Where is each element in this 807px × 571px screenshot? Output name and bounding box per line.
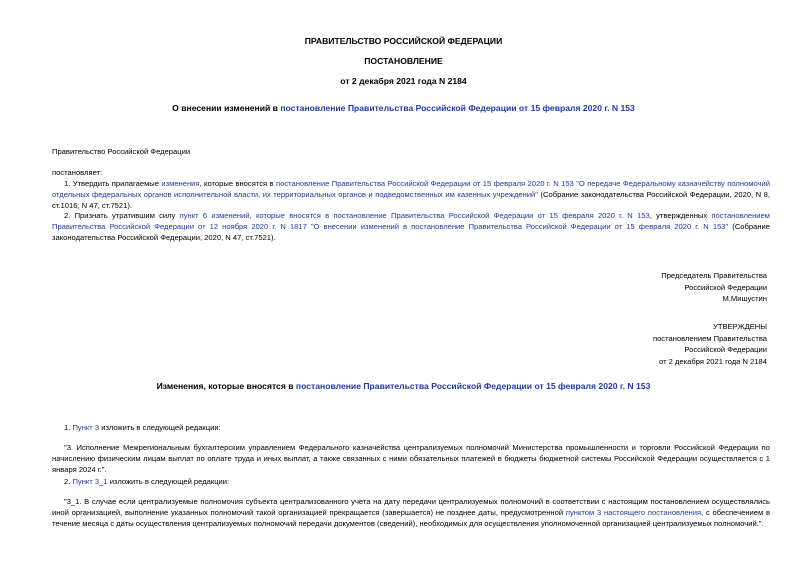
item-2 — [52, 210, 770, 243]
change-1-link-point3[interactable]: Пункт 3 — [72, 423, 100, 432]
header-org: ПРАВИТЕЛЬСТВО РОССИЙСКОЙ ФЕДЕРАЦИИ — [304, 36, 503, 46]
changes-title — [0, 381, 807, 392]
decides-label: постановляет: — [52, 168, 103, 177]
item-1-link-changes[interactable]: изменения — [161, 179, 200, 188]
item-2-text-a: 2. Признать утратившим силу — [64, 211, 180, 220]
approved-line-3: Российской Федерации — [684, 345, 767, 354]
item-1-text-c: (Собрание законодательства Российской Федерации, 2020, N 8, ст.1016; N 47, ст.7521). — [52, 190, 771, 210]
change-1 — [52, 422, 770, 475]
change-2-quote-b: , с обеспечением в течение месяца с даты осуществления централизуемых полномочий передачи документов (сведений), необходимых для осуществления уполномоченной организацией централизуемых полномочий.". — [52, 508, 770, 528]
change-1-number: 1. — [64, 423, 73, 432]
change-2-quote — [52, 496, 770, 529]
signature-line-2: Российской Федерации — [684, 282, 767, 292]
change-2-quote-link[interactable]: пунктом 3 настоящего постановления — [565, 508, 702, 517]
approved-line-4: от 2 декабря 2021 года N 2184 — [659, 356, 767, 366]
changes-title-link[interactable]: постановление Правительства Российской Федерации от 15 февраля 2020 г. N 153 — [295, 381, 651, 391]
item-2-link-resolution-1817[interactable]: постановлением Правительства Российской Федерации от 12 ноября 2020 г. N 1817 "О внесении изменений в постановление Правительства Российской Федерации от 15 февраля 2020 г. N 153" — [52, 211, 770, 231]
document-title — [0, 103, 807, 114]
header-doc-type: ПОСТАНОВЛЕНИЕ — [364, 56, 443, 66]
change-2-quote-a: "3_1. В случае если централизуемые полномочия субъекта централизованного учета на дату передачи централизуемых полномочий в соответствии с настоящим постановлением осуществлялись иной организацией, выполнение указанных полномочий такой организацией прекращается (завершается) не позднее даты, предусмотренной — [52, 497, 770, 517]
change-1-text: изложить в следующей редакции: — [99, 423, 221, 432]
item-1 — [52, 178, 770, 211]
change-2-number: 2. — [64, 477, 73, 486]
change-2 — [52, 476, 770, 529]
signature-line-1: Председатель Правительства — [661, 271, 767, 280]
approved-line-2: постановлением Правительства — [652, 333, 767, 343]
document-title-prefix: О внесении изменений в — [172, 103, 281, 113]
item-1-text-a: 1. Утвердить прилагаемые — [64, 179, 162, 188]
item-1-link-resolution[interactable]: постановление Правительства Российской Федерации от 15 февраля 2020 г. N 153 "О передаче Федеральному казначейству полномочий отдельных федеральных органов исполнительной власти, их территориальных органов и подведомственных им казенных учреждений" — [52, 179, 770, 199]
changes-title-prefix: Изменения, которые вносятся в — [156, 381, 296, 391]
item-2-text-c: (Собрание законодательства Российской Федерации, 2020, N 47, ст.7521). — [52, 222, 770, 242]
change-2-text: изложить в следующей редакции: — [107, 477, 230, 486]
change-1-quote: "3. Исполнение Межрегиональным бухгалтерским управлением Федерального казначейства централизуемых полномочий Министерства промышленности и торговли Российской Федерации по начислению физическим лицам выплат по оплате труда и иных выплат, а также связанных с ними обязательных платежей в бюджеты бюджетной системы Российской Федерации осуществляется с 1 января 2024 г.". — [52, 443, 770, 474]
signature-name: М.Мишустин — [722, 294, 767, 303]
government-label: Правительство Российской Федерации — [52, 147, 191, 156]
document-title-link[interactable]: постановление Правительства Российской Федерации от 15 февраля 2020 г. N 153 — [280, 103, 635, 113]
item-1-text-b: , которые вносятся в — [199, 179, 276, 188]
approved-line-1: УТВЕРЖДЕНЫ — [713, 322, 767, 331]
approved-block — [653, 321, 767, 367]
header-date-number: от 2 декабря 2021 года N 2184 — [340, 76, 467, 86]
item-2-text-b: , утвержденных — [649, 211, 712, 220]
signature-block — [661, 270, 767, 305]
item-2-link-point6[interactable]: пункт 6 изменений, которые вносятся в постановление Правительства Российской Федерации от 15 февраля 2020 г. N 153 — [179, 211, 650, 220]
change-2-link-point3-1[interactable]: Пункт 3_1 — [72, 477, 108, 486]
